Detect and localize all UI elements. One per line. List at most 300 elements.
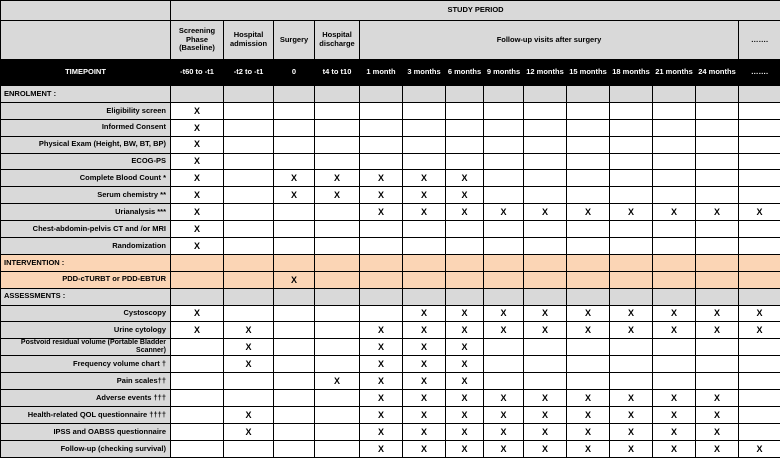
table-row <box>1 407 780 424</box>
schedule-cell <box>610 221 653 238</box>
schedule-cell <box>524 119 567 136</box>
schedule-cell: X <box>446 187 484 204</box>
section-blank-cell <box>171 86 224 103</box>
schedule-cell <box>274 238 315 255</box>
schedule-cell: X <box>171 305 224 322</box>
timepoint-col-13: ……. <box>739 60 780 86</box>
section-blank-cell <box>567 288 610 305</box>
schedule-cell: X <box>696 305 739 322</box>
more-header: ……. <box>739 21 780 60</box>
schedule-cell <box>315 424 360 441</box>
section-blank-cell <box>315 86 360 103</box>
schedule-cell: X <box>484 322 524 339</box>
schedule-cell <box>610 153 653 170</box>
schedule-cell <box>524 356 567 373</box>
schedule-cell <box>446 119 484 136</box>
timepoint-col-4: 1 month <box>360 60 403 86</box>
schedule-cell <box>360 102 403 119</box>
schedule-cell <box>567 373 610 390</box>
schedule-cell: X <box>567 390 610 407</box>
schedule-cell <box>696 271 739 288</box>
schedule-cell: X <box>653 305 696 322</box>
schedule-cell <box>274 440 315 457</box>
schedule-cell: X <box>446 373 484 390</box>
timepoint-label: TIMEPOINT <box>1 60 171 86</box>
schedule-cell <box>653 238 696 255</box>
schedule-cell <box>567 187 610 204</box>
row-label: Urianalysis *** <box>1 204 171 221</box>
schedule-cell <box>224 271 274 288</box>
schedule-cell: X <box>403 373 446 390</box>
schedule-cell <box>653 153 696 170</box>
row-label: Serum chemistry ** <box>1 187 171 204</box>
table-row <box>1 153 780 170</box>
schedule-cell: X <box>524 407 567 424</box>
schedule-cell: X <box>567 440 610 457</box>
schedule-cell <box>274 356 315 373</box>
table-row <box>1 204 780 221</box>
schedule-cell: X <box>524 204 567 221</box>
schedule-cell <box>567 136 610 153</box>
schedule-cell <box>224 102 274 119</box>
schedule-cell <box>171 407 224 424</box>
schedule-cell <box>739 373 780 390</box>
schedule-cell <box>610 102 653 119</box>
schedule-cell: X <box>403 407 446 424</box>
schedule-cell: X <box>315 373 360 390</box>
schedule-cell: X <box>524 305 567 322</box>
section-blank-cell <box>524 288 567 305</box>
admission-header: Hospital admission <box>224 21 274 60</box>
schedule-cell: X <box>610 322 653 339</box>
row-label: PDD-cTURBT or PDD-EBTUR <box>1 271 171 288</box>
schedule-cell <box>610 119 653 136</box>
schedule-cell <box>739 407 780 424</box>
schedule-cell: X <box>696 390 739 407</box>
row-label: Urine cytology <box>1 322 171 339</box>
section-blank-cell <box>315 254 360 271</box>
schedule-cell: X <box>653 424 696 441</box>
schedule-cell <box>696 221 739 238</box>
schedule-cell <box>315 271 360 288</box>
timepoint-col-8: 12 months <box>524 60 567 86</box>
timepoint-col-5: 3 months <box>403 60 446 86</box>
schedule-cell <box>567 119 610 136</box>
schedule-cell <box>739 238 780 255</box>
section-blank-cell <box>274 288 315 305</box>
table-row <box>1 187 780 204</box>
schedule-cell: X <box>446 356 484 373</box>
schedule-cell <box>224 238 274 255</box>
section-assessments: ASSESSMENTS : <box>1 288 171 305</box>
schedule-cell <box>484 221 524 238</box>
schedule-cell <box>224 153 274 170</box>
schedule-cell <box>360 153 403 170</box>
schedule-cell: X <box>484 305 524 322</box>
schedule-cell: X <box>446 440 484 457</box>
row-label: Chest-abdomin-pelvis CT and /or MRI <box>1 221 171 238</box>
study-period-header: STUDY PERIOD <box>171 1 780 21</box>
schedule-cell <box>403 271 446 288</box>
schedule-cell <box>739 339 780 356</box>
schedule-cell: X <box>274 170 315 187</box>
row-label: Frequency volume chart † <box>1 356 171 373</box>
schedule-cell <box>484 119 524 136</box>
schedule-cell: X <box>360 356 403 373</box>
schedule-cell: X <box>360 390 403 407</box>
section-blank-cell <box>653 288 696 305</box>
schedule-cell: X <box>171 187 224 204</box>
schedule-cell: X <box>610 305 653 322</box>
row-label: Pain scales†† <box>1 373 171 390</box>
schedule-cell <box>696 339 739 356</box>
section-enrolment: ENROLMENT : <box>1 86 171 103</box>
timepoint-col-10: 18 months <box>610 60 653 86</box>
schedule-cell <box>567 153 610 170</box>
schedule-cell <box>739 136 780 153</box>
schedule-cell <box>446 238 484 255</box>
schedule-cell <box>484 339 524 356</box>
schedule-cell <box>524 153 567 170</box>
schedule-cell: X <box>696 424 739 441</box>
timepoint-col-11: 21 months <box>653 60 696 86</box>
table-row <box>1 221 780 238</box>
schedule-cell <box>610 136 653 153</box>
schedule-cell <box>484 102 524 119</box>
schedule-cell: X <box>610 407 653 424</box>
schedule-cell <box>274 204 315 221</box>
schedule-cell: X <box>484 440 524 457</box>
schedule-cell: X <box>360 440 403 457</box>
schedule-cell: X <box>274 271 315 288</box>
table-row <box>1 119 780 136</box>
schedule-cell <box>360 271 403 288</box>
schedule-cell <box>567 170 610 187</box>
schedule-cell: X <box>403 440 446 457</box>
schedule-cell <box>360 305 403 322</box>
schedule-cell <box>315 238 360 255</box>
discharge-header: Hospital discharge <box>315 21 360 60</box>
schedule-cell <box>274 424 315 441</box>
schedule-cell: X <box>360 407 403 424</box>
schedule-cell: X <box>171 102 224 119</box>
section-blank-cell <box>224 288 274 305</box>
schedule-cell <box>739 424 780 441</box>
schedule-cell: X <box>653 407 696 424</box>
schedule-cell: X <box>446 204 484 221</box>
schedule-cell: X <box>403 390 446 407</box>
schedule-cell <box>696 356 739 373</box>
table-row <box>1 424 780 441</box>
schedule-cell: X <box>403 424 446 441</box>
schedule-cell: X <box>224 322 274 339</box>
schedule-cell <box>739 221 780 238</box>
row-label: ECOG-PS <box>1 153 171 170</box>
table-row <box>1 102 780 119</box>
schedule-cell <box>610 339 653 356</box>
schedule-cell: X <box>360 339 403 356</box>
timepoint-col-1: -t2 to -t1 <box>224 60 274 86</box>
schedule-cell <box>484 170 524 187</box>
schedule-cell: X <box>739 204 780 221</box>
schedule-cell <box>524 271 567 288</box>
section-blank-cell <box>403 86 446 103</box>
schedule-cell <box>696 373 739 390</box>
schedule-cell: X <box>360 170 403 187</box>
table-row <box>1 339 780 356</box>
row-label: Randomization <box>1 238 171 255</box>
schedule-cell <box>524 373 567 390</box>
timepoint-col-3: t4 to t10 <box>315 60 360 86</box>
schedule-cell: X <box>567 424 610 441</box>
schedule-cell <box>653 102 696 119</box>
schedule-cell <box>224 221 274 238</box>
schedule-cell <box>315 322 360 339</box>
section-blank-cell <box>274 86 315 103</box>
section-blank-cell <box>739 254 780 271</box>
schedule-cell <box>696 187 739 204</box>
schedule-cell: X <box>696 407 739 424</box>
schedule-cell: X <box>653 390 696 407</box>
schedule-cell <box>315 390 360 407</box>
schedule-cell <box>696 170 739 187</box>
section-blank-cell <box>653 86 696 103</box>
section-blank-cell <box>274 254 315 271</box>
schedule-cell <box>567 102 610 119</box>
schedule-cell <box>653 271 696 288</box>
schedule-cell <box>360 238 403 255</box>
schedule-cell <box>360 221 403 238</box>
schedule-cell <box>524 136 567 153</box>
schedule-cell <box>403 119 446 136</box>
section-blank-cell <box>224 86 274 103</box>
schedule-cell <box>484 238 524 255</box>
schedule-cell <box>696 153 739 170</box>
schedule-cell <box>484 136 524 153</box>
section-blank-cell <box>360 86 403 103</box>
row-label: Physical Exam (Height, BW, BT, BP) <box>1 136 171 153</box>
section-blank-cell <box>739 86 780 103</box>
schedule-cell: X <box>171 322 224 339</box>
schedule-cell <box>567 221 610 238</box>
timepoint-col-2: 0 <box>274 60 315 86</box>
schedule-cell <box>696 238 739 255</box>
schedule-cell <box>315 153 360 170</box>
schedule-cell: X <box>484 204 524 221</box>
schedule-cell <box>403 102 446 119</box>
schedule-cell <box>524 221 567 238</box>
timepoint-col-6: 6 months <box>446 60 484 86</box>
schedule-cell: X <box>610 204 653 221</box>
schedule-cell: X <box>446 170 484 187</box>
schedule-cell <box>696 136 739 153</box>
schedule-cell <box>224 373 274 390</box>
schedule-cell: X <box>696 204 739 221</box>
schedule-cell <box>653 339 696 356</box>
timepoint-col-0: -t60 to -t1 <box>171 60 224 86</box>
schedule-cell: X <box>567 204 610 221</box>
section-blank-cell <box>224 254 274 271</box>
schedule-cell <box>653 221 696 238</box>
schedule-cell: X <box>446 305 484 322</box>
schedule-cell <box>446 271 484 288</box>
schedule-cell <box>315 356 360 373</box>
schedule-cell: X <box>696 322 739 339</box>
schedule-cell <box>224 119 274 136</box>
schedule-cell <box>360 119 403 136</box>
section-blank-cell <box>610 86 653 103</box>
schedule-cell <box>567 356 610 373</box>
section-blank-cell <box>567 86 610 103</box>
schedule-cell: X <box>653 440 696 457</box>
schedule-cell <box>224 390 274 407</box>
schedule-cell <box>446 153 484 170</box>
section-blank-cell <box>446 254 484 271</box>
section-blank-cell <box>739 288 780 305</box>
schedule-cell <box>315 440 360 457</box>
schedule-cell <box>224 204 274 221</box>
section-blank-cell <box>484 86 524 103</box>
table-row <box>1 305 780 322</box>
schedule-cell <box>653 187 696 204</box>
schedule-cell <box>567 271 610 288</box>
schedule-cell: X <box>403 322 446 339</box>
schedule-cell: X <box>315 170 360 187</box>
schedule-cell <box>567 339 610 356</box>
schedule-cell <box>171 271 224 288</box>
schedule-cell <box>524 170 567 187</box>
schedule-cell <box>653 119 696 136</box>
schedule-cell <box>610 238 653 255</box>
schedule-cell <box>653 356 696 373</box>
table-row <box>1 136 780 153</box>
schedule-cell <box>524 238 567 255</box>
schedule-cell <box>484 153 524 170</box>
schedule-cell <box>739 356 780 373</box>
schedule-cell <box>224 136 274 153</box>
schedule-cell: X <box>171 170 224 187</box>
schedule-cell <box>610 356 653 373</box>
schedule-cell: X <box>224 407 274 424</box>
schedule-cell: X <box>403 305 446 322</box>
schedule-cell: X <box>403 170 446 187</box>
schedule-cell <box>446 102 484 119</box>
schedule-cell <box>224 170 274 187</box>
schedule-cell <box>484 187 524 204</box>
schedule-cell <box>274 322 315 339</box>
section-blank-cell <box>610 288 653 305</box>
table-row <box>1 373 780 390</box>
schedule-cell <box>610 187 653 204</box>
schedule-cell <box>274 373 315 390</box>
schedule-cell <box>696 102 739 119</box>
section-blank-cell <box>610 254 653 271</box>
schedule-cell: X <box>484 390 524 407</box>
schedule-cell: X <box>171 221 224 238</box>
schedule-cell <box>403 153 446 170</box>
row-label: Health-related QOL questionnaire †††† <box>1 407 171 424</box>
table-row <box>1 271 780 288</box>
section-blank-cell <box>653 254 696 271</box>
schedule-cell: X <box>696 440 739 457</box>
schedule-cell <box>524 339 567 356</box>
section-blank-cell <box>171 254 224 271</box>
table-row <box>1 390 780 407</box>
schedule-cell <box>274 221 315 238</box>
timepoint-col-12: 24 months <box>696 60 739 86</box>
surgery-header: Surgery <box>274 21 315 60</box>
schedule-cell: X <box>524 440 567 457</box>
schedule-cell: X <box>224 356 274 373</box>
schedule-cell: X <box>171 119 224 136</box>
section-blank-cell <box>696 86 739 103</box>
schedule-cell: X <box>171 136 224 153</box>
schedule-cell <box>171 440 224 457</box>
schedule-cell <box>610 373 653 390</box>
schedule-cell: X <box>610 440 653 457</box>
schedule-cell <box>446 221 484 238</box>
schedule-cell: X <box>653 322 696 339</box>
section-blank-cell <box>696 288 739 305</box>
schedule-cell: X <box>446 339 484 356</box>
schedule-cell: X <box>403 339 446 356</box>
section-blank-cell <box>524 254 567 271</box>
schedule-cell: X <box>224 339 274 356</box>
schedule-cell <box>274 305 315 322</box>
section-blank-cell <box>315 288 360 305</box>
schedule-cell: X <box>524 424 567 441</box>
schedule-cell <box>403 238 446 255</box>
schedule-cell: X <box>446 322 484 339</box>
schedule-cell: X <box>567 305 610 322</box>
schedule-cell <box>224 305 274 322</box>
section-blank-cell <box>484 254 524 271</box>
schedule-cell <box>739 187 780 204</box>
schedule-cell: X <box>446 390 484 407</box>
schedule-cell <box>171 424 224 441</box>
schedule-cell <box>524 187 567 204</box>
schedule-cell: X <box>610 424 653 441</box>
section-blank-cell <box>171 288 224 305</box>
section-blank-cell <box>360 254 403 271</box>
schedule-cell <box>484 373 524 390</box>
screening-header: Screening Phase (Baseline) <box>171 21 224 60</box>
schedule-cell <box>274 119 315 136</box>
section-blank-cell <box>484 288 524 305</box>
timepoint-col-7: 9 months <box>484 60 524 86</box>
schedule-cell <box>171 339 224 356</box>
section-blank-cell <box>696 254 739 271</box>
schedule-cell <box>610 170 653 187</box>
section-blank-cell <box>403 254 446 271</box>
row-label: IPSS and OABSS questionnaire <box>1 424 171 441</box>
schedule-cell <box>567 238 610 255</box>
schedule-cell <box>360 136 403 153</box>
schedule-cell: X <box>610 390 653 407</box>
followup-header: Follow-up visits after surgery <box>360 21 739 60</box>
row-label: Postvoid residual volume (Portable Bladder Scanner) <box>1 339 171 356</box>
section-blank-cell <box>360 288 403 305</box>
schedule-cell <box>315 221 360 238</box>
schedule-cell <box>171 390 224 407</box>
schedule-cell <box>224 440 274 457</box>
section-blank-cell <box>446 288 484 305</box>
schedule-cell: X <box>567 407 610 424</box>
schedule-cell: X <box>171 204 224 221</box>
table-row <box>1 322 780 339</box>
table-row <box>1 356 780 373</box>
schedule-cell: X <box>315 187 360 204</box>
